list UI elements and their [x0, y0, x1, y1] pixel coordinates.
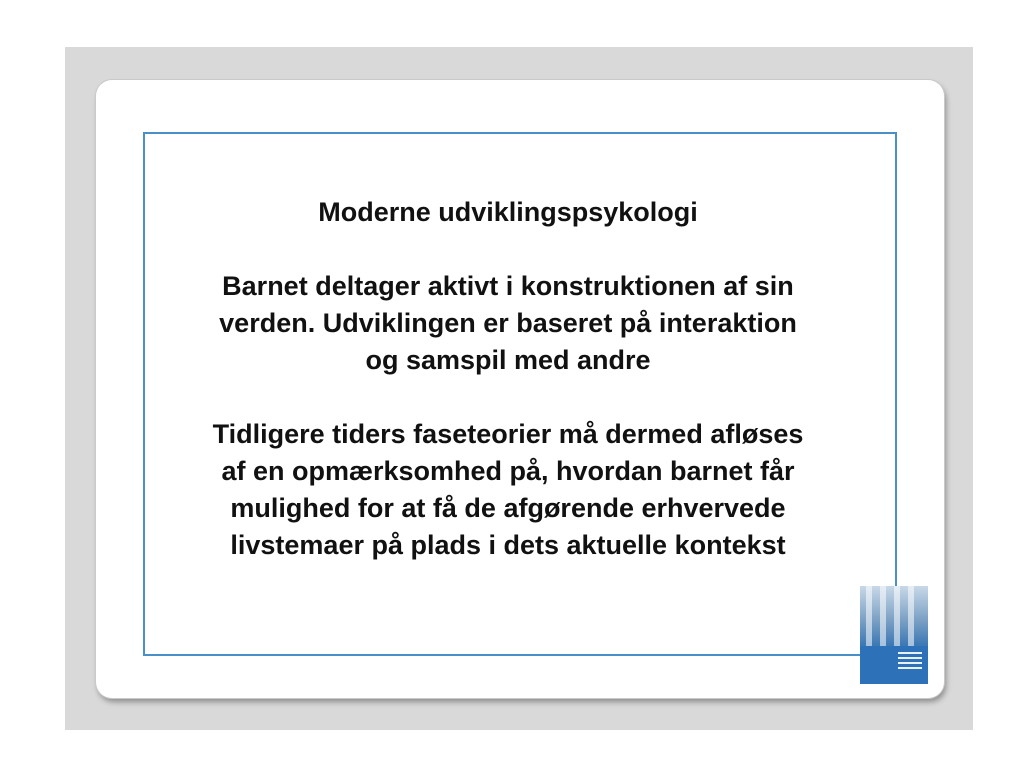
slide-text-block	[150, 194, 866, 564]
paragraph-1-line-1: Barnet deltager aktivt i konstruktionen af sin	[222, 271, 794, 301]
paragraph-2-line-3: mulighed for at få de afgørende erhvervede	[230, 493, 786, 523]
spacer	[150, 379, 866, 416]
paragraph-2-line-2: af en opmærksomhed på, hvordan barnet får	[221, 456, 795, 486]
cover-title-lines	[898, 652, 922, 672]
paragraph-2-line-4: livstemaer på plads i dets aktuelle kontekst	[230, 530, 786, 560]
paragraph-1-line-2: verden. Udviklingen er baseret på interaktion	[219, 308, 797, 338]
paragraph-2-line-1: Tidligere tiders faseteorier må dermed afløses	[212, 419, 804, 449]
cover-stripe	[880, 586, 886, 646]
slide-title: Moderne udviklingspsykologi	[318, 197, 698, 227]
book-cover-image	[860, 586, 928, 684]
cover-stripe	[866, 586, 872, 646]
cover-stripe	[894, 586, 900, 646]
spacer	[150, 231, 866, 268]
paragraph-1-line-3: og samspil med andre	[365, 345, 651, 375]
cover-stripe	[908, 586, 914, 646]
